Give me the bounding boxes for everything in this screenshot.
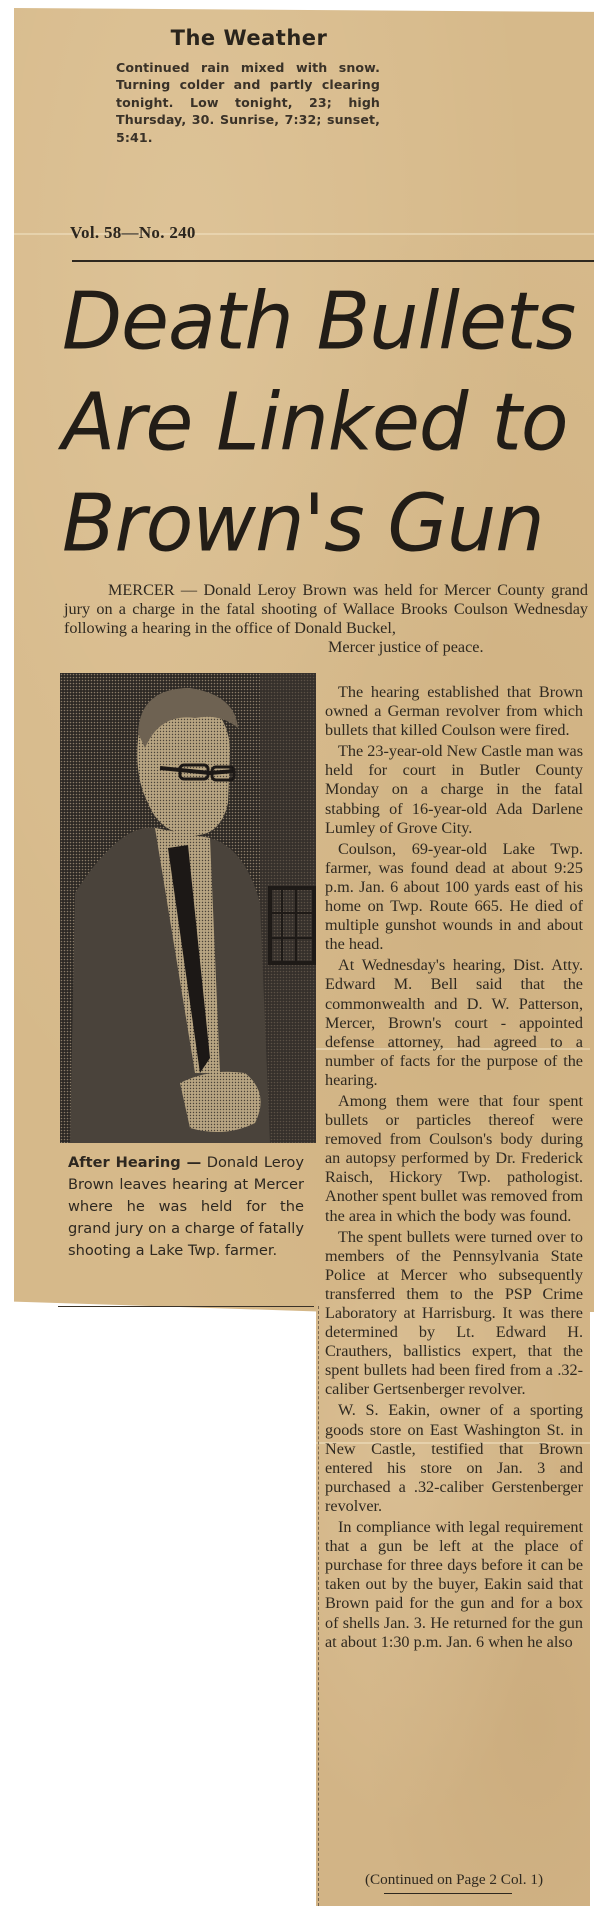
paragraph: The hearing established that Brown owned a German revolver from which bullets that killed Coulson were fired. [325, 683, 583, 740]
column-border [318, 1306, 320, 1906]
headline-line-3: Brown's Gun [62, 478, 544, 570]
headline [62, 272, 592, 575]
continued-note: (Continued on Page 2 Col. 1) [364, 1871, 543, 1888]
headline-line-1: Death Bullets [62, 276, 576, 368]
paragraph: The spent bullets were turned over to members of the Pennsylvania State Police at Mercer who subsequently transferred them to the PSP Crime Laboratory at Harrisburg. It was there determined by Lt. Edward H. Crauthers, ballistics expert, that the spent bullets had been fired from a .32-caliber Gertsenberger revolver. [325, 1227, 583, 1399]
paragraph: The 23-year-old New Castle man was held for court in Butler County Monday on a charge in the fatal stabbing of 16-year-old Ada Darlene Lumley of Grove City. [325, 742, 583, 837]
news-photo [60, 673, 316, 1143]
photo-caption [68, 1152, 304, 1262]
paragraph: At Wednesday's hearing, Dist. Atty. Edward M. Bell said that the commonwealth and D. W. Patterson, Mercer, Brown's court - appointed defense attorney, had agreed to a number of facts for the purpose of the hearing. [325, 956, 583, 1089]
end-rule [384, 1893, 512, 1894]
weather-title: The Weather [170, 26, 328, 50]
caption-text: Donald Leroy Brown leaves hearing at Mercer where he was held for the grand jury on a charge of fatally shooting a Lake Twp. farmer. [68, 1154, 304, 1259]
paragraph: In compliance with legal requirement that a gun be left at the place of purchase for three days before it can be taken out by the buyer, Eakin said that Brown paid for the gun and for a box of shells Jan. 3. He returned for the gun at about 1:30 p.m. Jan. 6 when he also [325, 1518, 583, 1651]
portrait-image [60, 673, 316, 1143]
paragraph: Among them were that four spent bullets or particles thereof were removed from Coulson's body during an autopsy performed by Dr. Frederick Raisch, Hickory Twp. pathologist. Another spent bullet was removed from the area in which the body was found. [325, 1091, 583, 1225]
volume-number: Vol. 58—No. 240 [70, 223, 196, 242]
article-lede [64, 581, 588, 657]
weather-box [116, 26, 380, 146]
masthead-rule [72, 260, 594, 262]
caption-rule [58, 1306, 314, 1307]
lede-tail: Mercer justice of peace. [328, 638, 484, 657]
paragraph: W. S. Eakin, owner of a sporting goods store on East Washington St. in New Castle, testified that Brown entered his store on Jan. 3 and purchased a .32-caliber Gerstenberger revolver. [325, 1401, 583, 1515]
lede-text: MERCER — Donald Leroy Brown was held for Mercer County grand jury on a charge in the fatal shooting of Wallace Brooks Coulson Wednesday following a hearing in the office of Donald Buckel, [64, 581, 588, 638]
paragraph: Coulson, 69-year-old Lake Twp. farmer, was found dead at about 9:25 p.m. Jan. 6 about 100 yards east of his home on Twp. Route 665. He died of multiple gunshot wounds in and about the head. [325, 839, 583, 954]
article-column [325, 683, 583, 1654]
weather-forecast: Continued rain mixed with snow. Turning colder and partly clearing tonight. Low tonight, 23; high Thursday, 30. Sunrise, 7:32; sunset, 5:41. [116, 60, 380, 145]
headline-line-2: Are Linked to [62, 377, 568, 469]
caption-lead: After Hearing — [68, 1154, 202, 1171]
